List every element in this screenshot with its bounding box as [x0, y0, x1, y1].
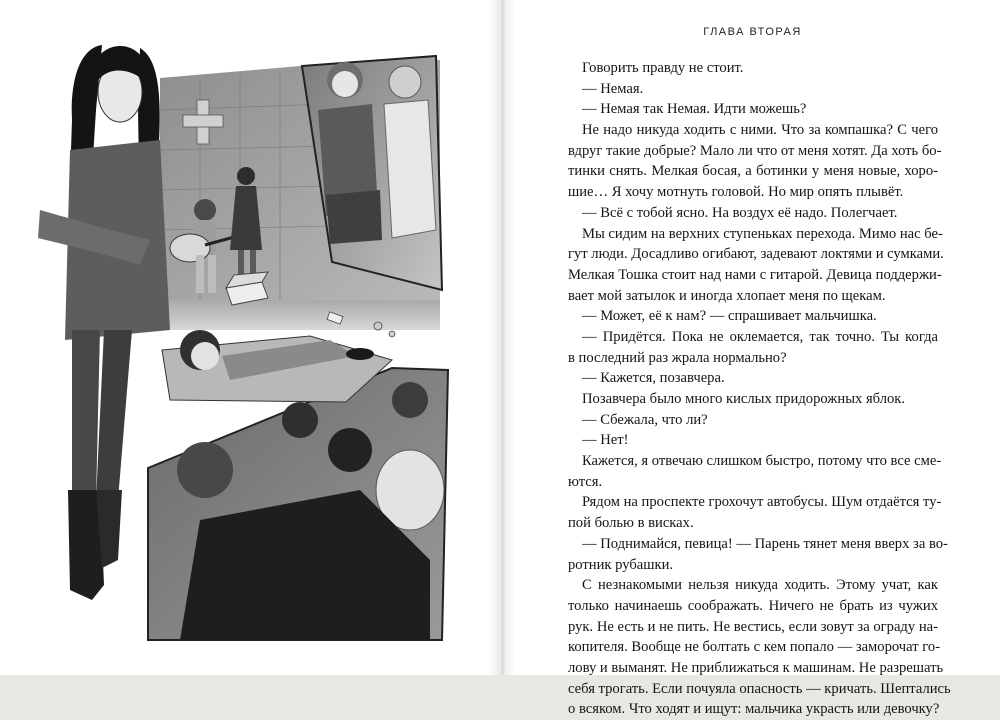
running-head: ГЛАВА ВТОРАЯ — [703, 26, 802, 38]
text-line: — Кажется, позавчера. — [582, 370, 725, 387]
text-line: тинки снять. Мелкая босая, а ботинки у меня новые, хоро- — [568, 163, 938, 180]
text-line: — Всё с тобой ясно. На воздух её надо. Полегчает. — [582, 204, 898, 221]
text-line: С незнакомыми нельзя никуда ходить. Этому учат, как — [582, 577, 938, 594]
text-line: себя трогать. Если почуяла опасность — кричать. Шептались — [568, 680, 951, 697]
text-line: шие… Я хочу мотнуть головой. Но мир опять плывёт. — [568, 184, 904, 201]
text-line: Позавчера было много кислых придорожных яблок. — [582, 391, 906, 407]
left-page-illustration — [0, 0, 495, 675]
text-line: — Сбежала, что ли? — [582, 411, 708, 428]
text-line: гут люди. Досадливо огибают, задевают локтями и сумками. — [568, 246, 944, 263]
text-line: пой болью в висках. — [568, 515, 694, 532]
text-line: — Немая так Немая. Идти можешь? — [582, 101, 807, 118]
text-line: вает мой затылок и иногда хлопает меня по щекам. — [568, 287, 886, 304]
text-line: копителя. Вообще не болтать с кем попало — заморочат го- — [568, 639, 941, 656]
text-line: Рядом на проспекте грохочут автобусы. Шум отдаётся ту- — [582, 494, 942, 511]
text-line: Кажется, я отвечаю слишком быстро, потому что все сме- — [582, 453, 942, 470]
right-page-text — [505, 0, 1000, 718]
pencil-illustration — [0, 0, 495, 675]
text-line: ротник рубашки. — [568, 556, 674, 573]
text-line: Мы сидим на верхних ступеньках перехода. Мимо нас бе- — [582, 225, 943, 242]
text-line: только начинаешь соображать. Ничего не брать из чужих — [568, 597, 938, 614]
text-line: ются. — [568, 473, 603, 490]
text-line: Мелкая Тошка стоит над нами с гитарой. Девица поддержи- — [568, 266, 942, 283]
text-line: Не надо никуда ходить с ними. Что за компашка? С чего — [582, 122, 938, 139]
chapter-text — [568, 58, 951, 720]
text-line: — Придётся. Пока не оклемается, так точно. Ты когда — [582, 328, 938, 345]
text-line: — Немая. — [582, 80, 644, 97]
text-line: — Поднимайся, певица! — Парень тянет меня вверх за во- — [582, 535, 948, 552]
text-line: в последний раз жрала нормально? — [568, 349, 787, 366]
text-line: Говорить правду не стоит. — [582, 60, 744, 76]
text-line: — Нет! — [582, 432, 629, 449]
panel-crowd — [148, 368, 448, 640]
text-line: вдруг такие добрые? Мало ли что от меня хотят. Да хоть бо- — [568, 142, 942, 159]
text-line: рук. Не есть и не пить. Не вестись, если зовут за ограду на- — [568, 618, 938, 635]
text-line: о всяком. Что ходят и ищут: мальчика украсть или девочку? — [568, 701, 940, 718]
text-line: — Может, её к нам? — спрашивает мальчишка. — [582, 308, 877, 325]
text-line: лову и выманят. Не приближаться к машинам. Не разрешать — [568, 659, 944, 676]
